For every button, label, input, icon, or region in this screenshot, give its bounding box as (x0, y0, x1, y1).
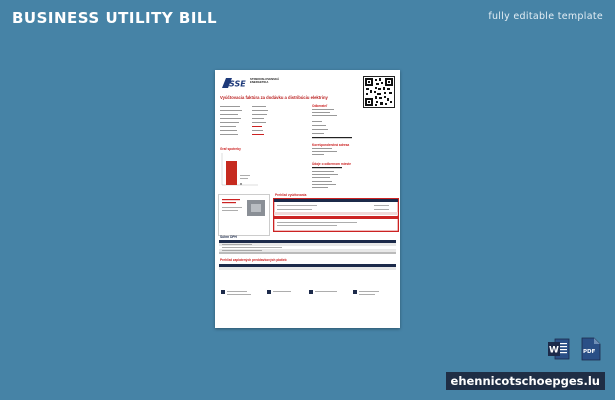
svg-text:W: W (549, 345, 559, 356)
format-icons (547, 337, 601, 361)
company-name: STREDOSLOVENSKÁ ENERGETIKA (250, 77, 280, 85)
watermark-label: ehennicotschoepges.lu (446, 372, 605, 390)
advance-payments-table (219, 264, 396, 272)
customer-label: Odberateľ (312, 104, 328, 108)
payment-summary-heading: Prehľad vyúčtovania (275, 193, 307, 197)
footer-contacts (221, 290, 396, 300)
vat-heading: Súhrn DPH (220, 235, 237, 239)
svg-text:SSE: SSE (229, 79, 246, 88)
graph-label: Graf spotreby (220, 147, 241, 151)
page-title: BUSINESS UTILITY BILL (12, 9, 218, 27)
delivery-point-lines (312, 167, 372, 197)
promo-box (218, 194, 270, 236)
address-lines (312, 148, 372, 160)
company-logo (222, 78, 248, 88)
bill-document-preview[interactable] (215, 70, 400, 328)
word-icon[interactable] (547, 337, 571, 361)
customer-address-lines (312, 109, 392, 139)
address-label: Korešpondenčná adresa (312, 143, 350, 147)
consumption-chart (220, 153, 260, 189)
bill-heading: Vyúčtovacia faktúra za dodávku a distribúciu elektriny (220, 95, 328, 100)
page-subtitle: fully editable template (488, 11, 603, 22)
advance-payments-heading: Prehľad zaplatených preddavkových platieb (220, 258, 287, 262)
pdf-label: PDF (583, 349, 596, 355)
vat-table (219, 240, 396, 256)
customer-info-lines (220, 106, 320, 144)
payment-summary-table (273, 198, 399, 232)
qr-code (363, 76, 395, 108)
delivery-point-label: Údaje o odbernom mieste (312, 162, 351, 166)
pdf-icon[interactable] (581, 337, 601, 361)
